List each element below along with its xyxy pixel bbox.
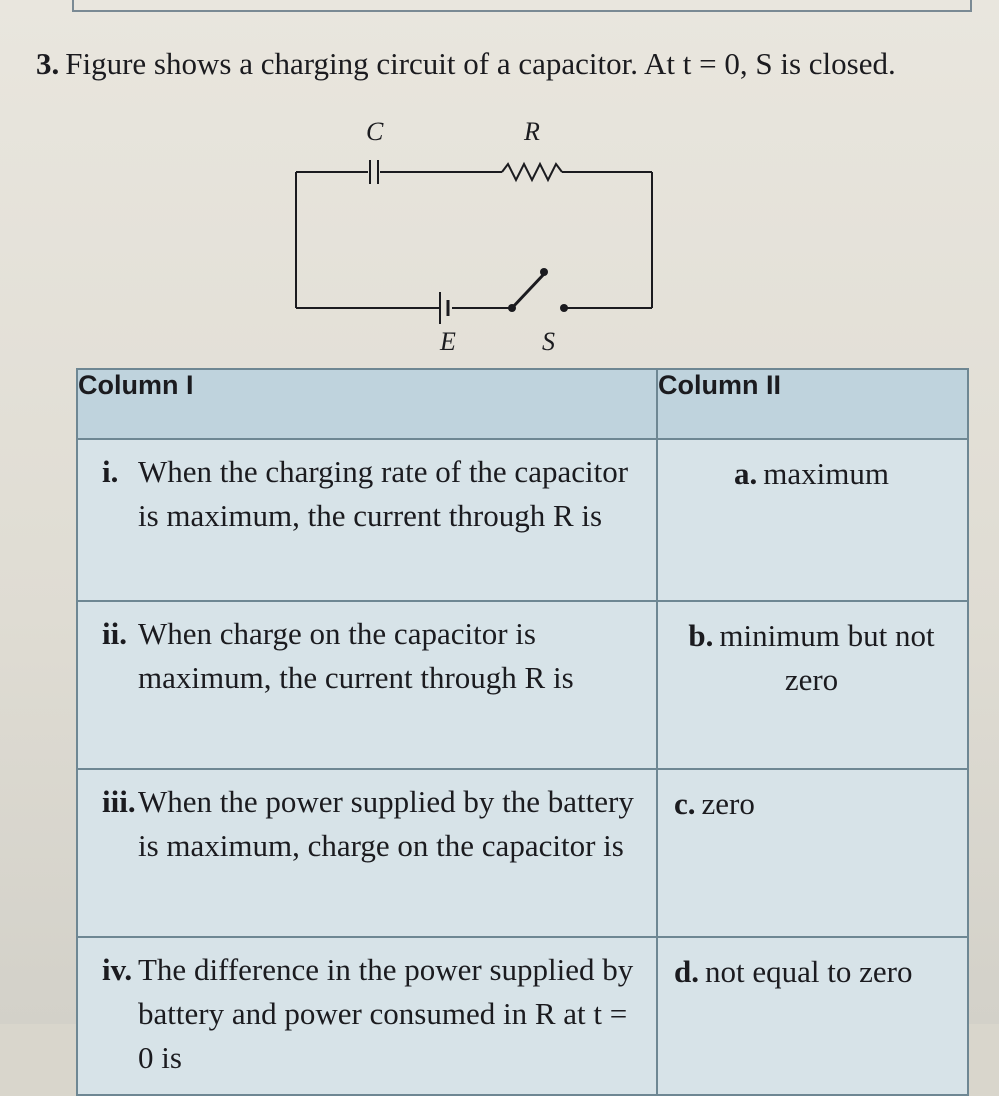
- answer-letter: c.: [674, 786, 696, 821]
- row-numeral: iii.: [102, 784, 136, 819]
- column-2-header: Column II: [657, 369, 968, 439]
- column-1-cell: [77, 937, 657, 1095]
- question-number: 3.: [36, 46, 60, 81]
- answer-text: minimum but not zero: [719, 618, 935, 697]
- row-statement: When the power supplied by the battery is maximum, charge on the capacitor is: [138, 784, 634, 863]
- column-2-cell: [657, 937, 968, 1095]
- column-2-cell: [657, 769, 968, 937]
- battery-label: E: [440, 327, 456, 356]
- answer-letter: d.: [674, 954, 699, 989]
- table-row: [77, 439, 968, 601]
- row-numeral: i.: [102, 454, 119, 489]
- row-numeral: iv.: [102, 952, 133, 987]
- table-row: [77, 769, 968, 937]
- row-statement: When charge on the capacitor is maximum, the current through R is: [138, 616, 574, 695]
- table-header-row: [77, 369, 968, 439]
- column-2-cell: [657, 601, 968, 769]
- question-text: Figure shows a charging circuit of a capacitor. At t = 0, S is closed.: [65, 46, 896, 81]
- answer-letter: b.: [688, 618, 714, 653]
- previous-table-border: [72, 0, 972, 12]
- column-1-cell: [77, 601, 657, 769]
- row-numeral: ii.: [102, 616, 127, 651]
- question-block: [36, 42, 976, 85]
- column-1-cell: [77, 439, 657, 601]
- answer-letter: a.: [734, 456, 758, 491]
- row-statement: The difference in the power supplied by battery and power consumed in R at t = 0 is: [138, 952, 634, 1075]
- resistor-zigzag: [502, 164, 562, 180]
- answer-text: not equal to zero: [705, 954, 913, 989]
- answer-text: zero: [701, 786, 755, 821]
- charging-circuit-diagram: [280, 112, 680, 362]
- switch-lever: [512, 274, 544, 308]
- table-row: [77, 937, 968, 1095]
- matching-table: [76, 368, 969, 1096]
- answer-text: maximum: [763, 456, 889, 491]
- column-1-cell: [77, 769, 657, 937]
- switch-contact-open: [540, 268, 548, 276]
- switch-contact-pivot: [508, 304, 516, 312]
- table-row: [77, 601, 968, 769]
- switch-contact-fixed: [560, 304, 568, 312]
- row-statement: When the charging rate of the capacitor is maximum, the current through R is: [138, 454, 629, 533]
- resistor-label: R: [524, 117, 540, 146]
- column-1-header: Column I: [77, 369, 657, 439]
- capacitor-label: C: [366, 117, 384, 146]
- column-2-cell: [657, 439, 968, 601]
- switch-label: S: [542, 327, 555, 356]
